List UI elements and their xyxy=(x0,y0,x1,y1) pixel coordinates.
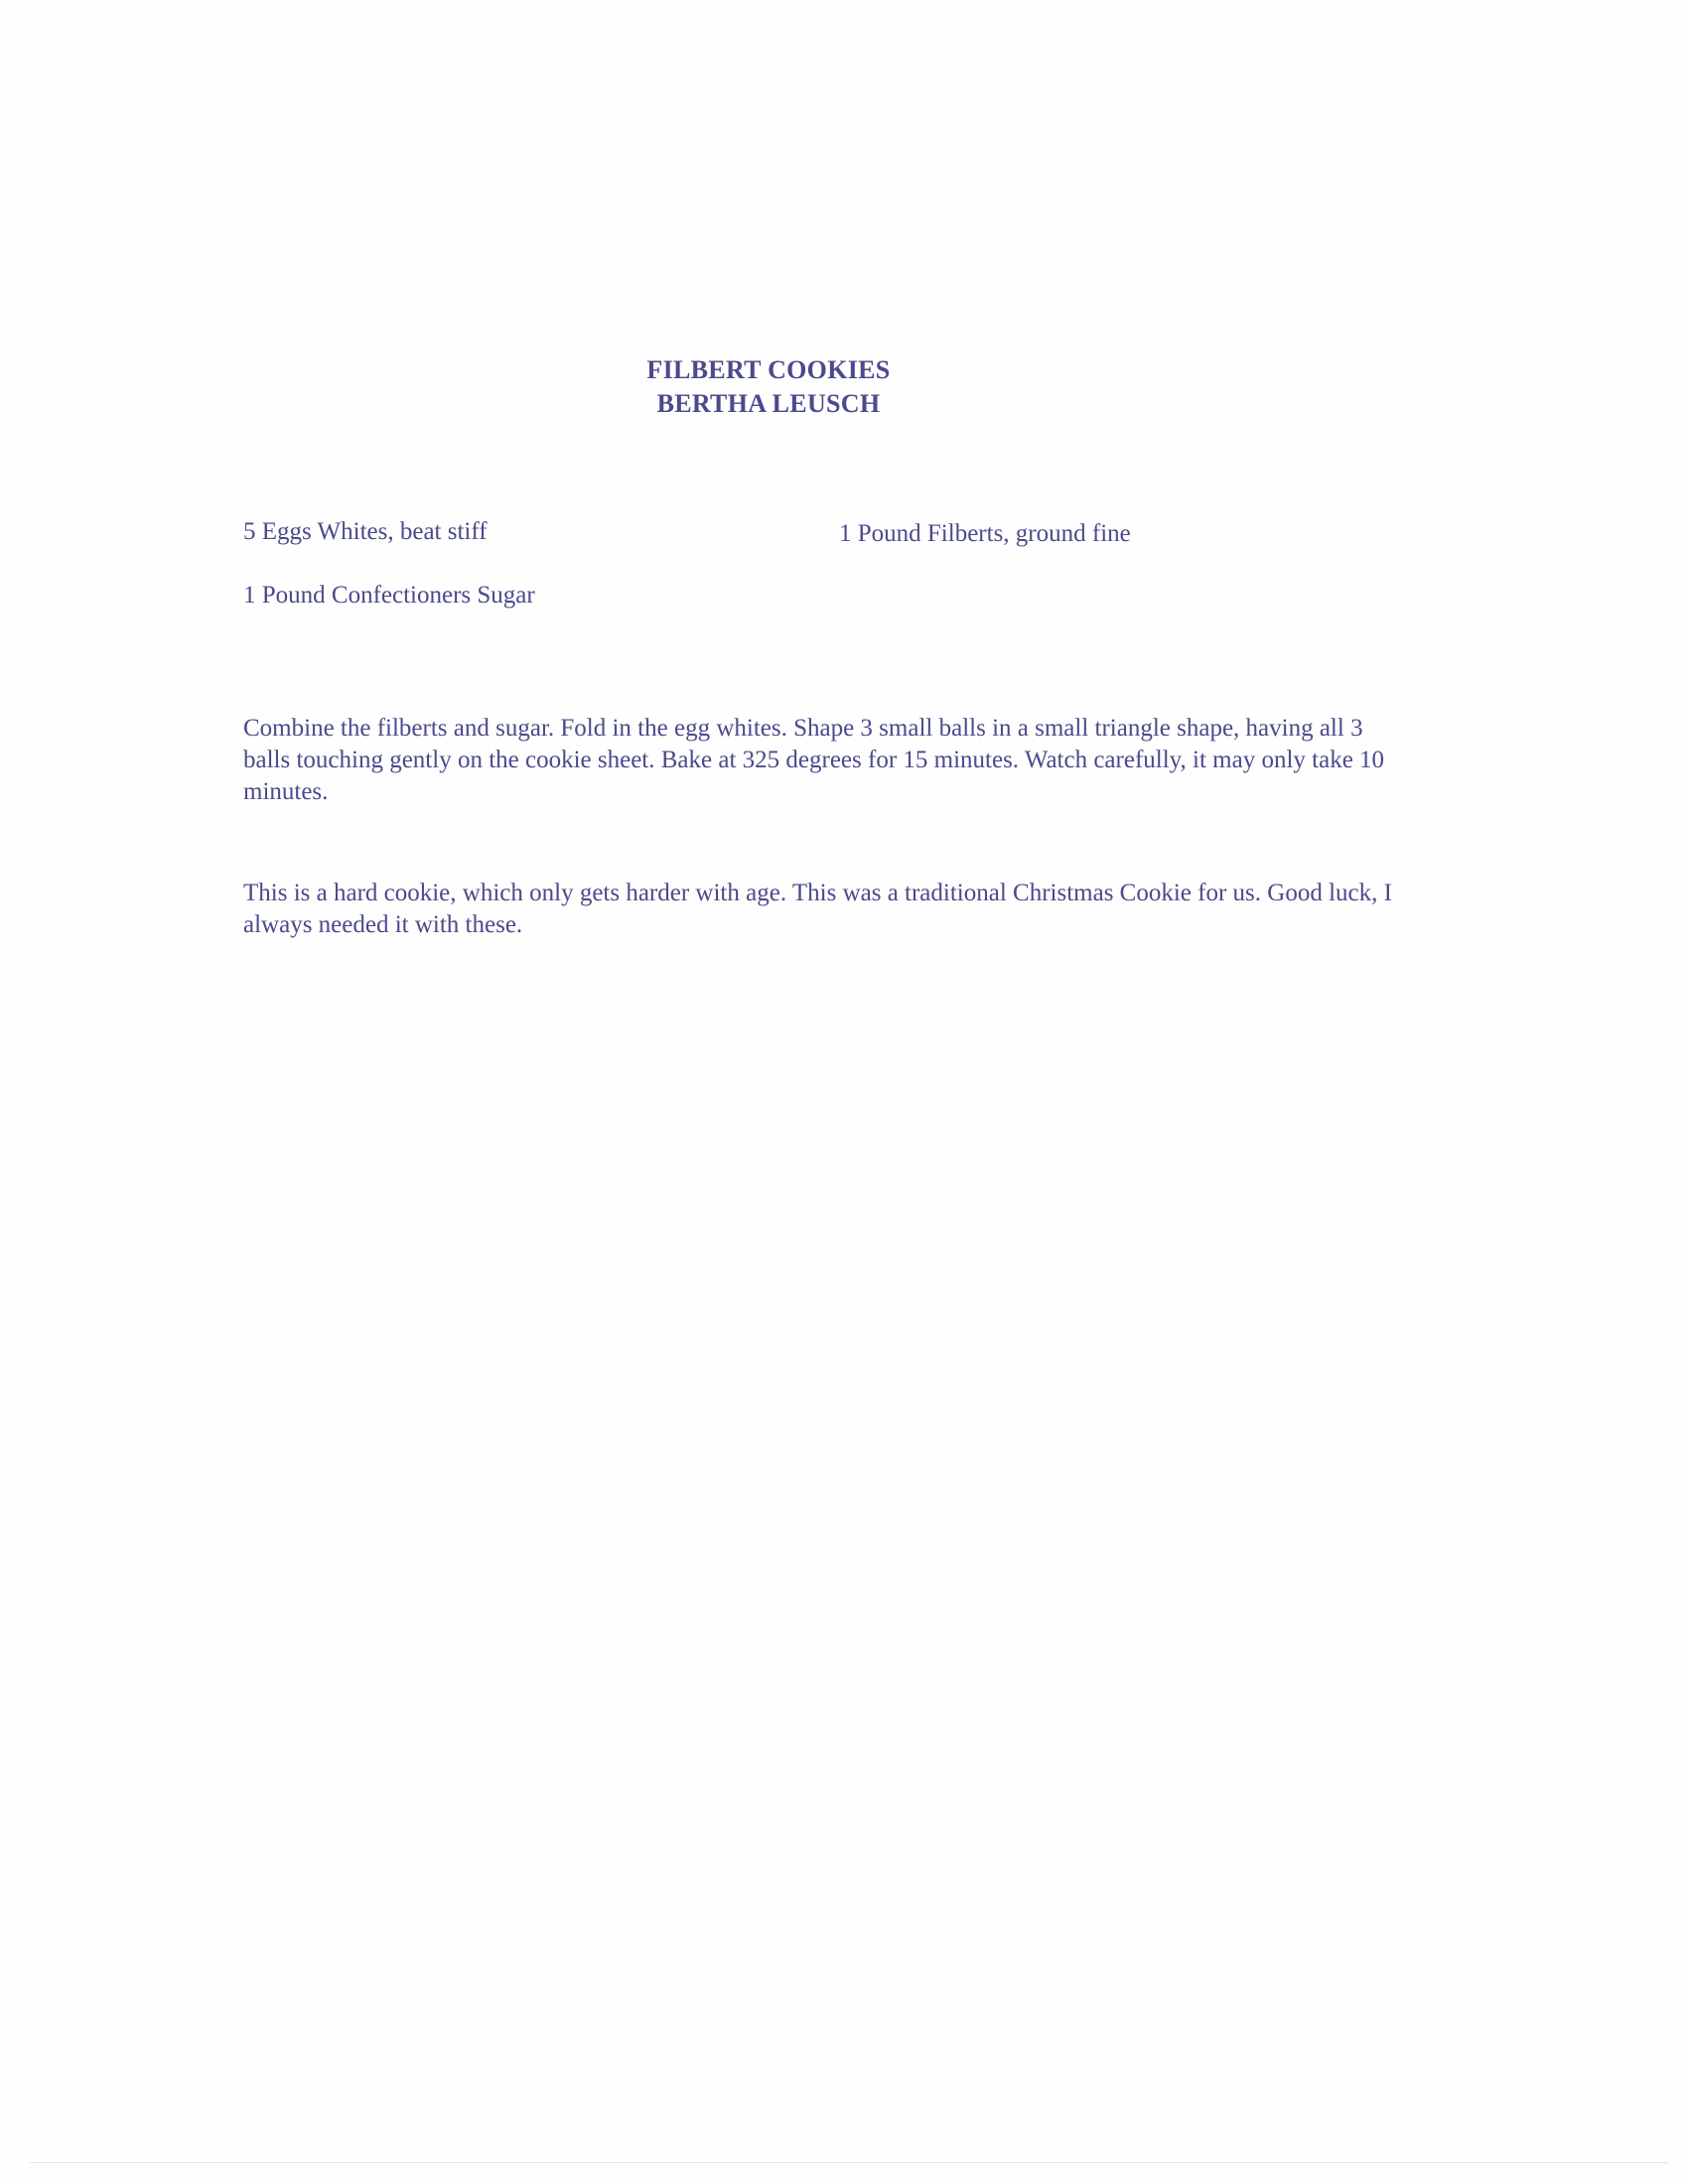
ingredient-filberts: 1 Pound Filberts, ground fine xyxy=(839,520,1131,547)
ingredient-sugar: 1 Pound Confectioners Sugar xyxy=(243,582,535,609)
recipe-title-block xyxy=(0,353,1537,421)
ingredient-list xyxy=(243,516,1435,625)
recipe-author: BERTHA LEUSCH xyxy=(656,389,881,418)
ingredient-egg-whites: 5 Eggs Whites, beat stiff xyxy=(243,518,488,545)
instructions-paragraph: Combine the filberts and sugar. Fold in the egg whites. Shape 3 small balls in a small triangle shape, having all 3 balls touching gently on the cookie sheet. Bake at 325 degrees for 15 minutes. Watch carefully, it may only take 10 minutes. xyxy=(243,715,1385,805)
recipe-title: FILBERT COOKIES xyxy=(646,355,891,384)
page-bottom-edge xyxy=(30,2162,1668,2163)
notes-paragraph: This is a hard cookie, which only gets harder with age. This was a traditional Christmas Cookie for us. Good luck, I always needed it with these. xyxy=(243,880,1392,938)
